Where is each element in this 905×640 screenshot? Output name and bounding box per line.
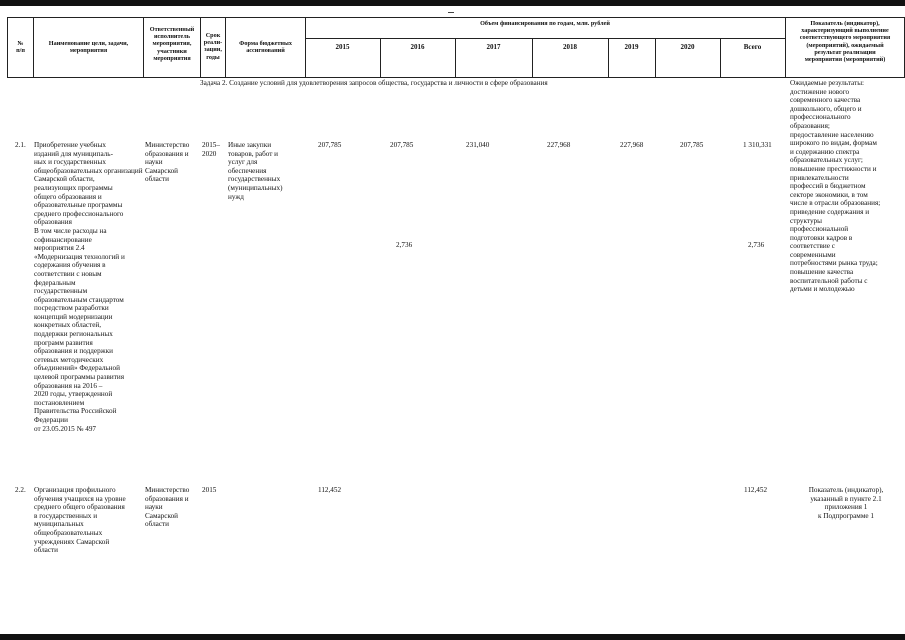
year-2015: 2015: [335, 43, 350, 51]
value-total: 1 310,331: [743, 141, 772, 149]
value-2019: 227,968: [620, 141, 644, 149]
value-2020: 207,785: [680, 141, 704, 149]
header-form: Форма бюджетных ассигнований: [239, 40, 292, 55]
row-number: 2.1.: [15, 141, 26, 149]
sub-value-total: 2,736: [748, 241, 765, 249]
header-financing: Объем финансирования по годам, млн. рублей: [480, 20, 610, 27]
header-num: № п/п: [16, 40, 25, 55]
value-2017: 231,040: [466, 141, 490, 149]
row-indicator: Ожидаемые результаты: достижение нового современного качества дошкольного, общего и профессионального образования; предоставление населению широкого по видам, формам и содержанию спектра образовательных услуг; повышение престижности и привлекательности профессий в бюджетном секторе экономики, в том числе в отрасли образования; приведение содержания и структуры профессиональной подготовки кадров в соответствие с современными потребностями рынка труда; повышение качества воспитательной работы с детьми и молодежью: [790, 79, 881, 294]
year-2019: 2019: [624, 43, 639, 51]
row-name: Организация профильного обучения учащихся на уровне среднего общего образования в государственных и муниципальных общеобразовательных учреждениях Самарской области: [34, 486, 126, 555]
row-name: Приобретение учебных изданий для муниципаль- ных и государственных общеобразовательных организаций Самарской области, реализующих программы общего образования и образовательные программы среднего профессионального образования В том числе расходы на софинансирование мероприятия 2.4 «Модернизация технологий и содержания обучения в соответствии с новым федеральным государственным образовательным стандартом посредством разработки концепций модернизации конкретных областей, поддержки региональных программ развития образования и поддержки сетевых методических объединений» Федеральной целевой программы развития образования на 2016 – 2020 годы, утвержденной постановлением Правительства Российской Федерации от 23.05.2015 № 497: [34, 141, 143, 433]
value-2018: 227,968: [547, 141, 571, 149]
row-term: 2015: [202, 486, 217, 494]
row-responsible: Министерство образования и науки Самарской области: [145, 486, 190, 529]
scan-mark: [448, 12, 454, 13]
row-form: Иные закупки товаров, работ и услуг для обеспечения государственных (муниципальных) нужд: [228, 141, 283, 201]
row-indicator: Показатель (индикатор), указанный в пункте 2.1 приложения 1 к Подпрограмме 1: [808, 486, 884, 520]
year-2016: 2016: [410, 43, 425, 51]
header-responsible: Ответственный исполнитель мероприятия, участники мероприятия: [149, 26, 195, 62]
year-2017: 2017: [486, 43, 501, 51]
row-term: 2015– 2020: [202, 141, 220, 158]
header-name: Наименование цели, задачи, мероприятия: [48, 40, 129, 55]
sub-value-2016: 2,736: [396, 241, 413, 249]
row-responsible: Министерство образования и науки Самарской области: [145, 141, 190, 184]
header-indicator: Показатель (индикатор), характеризующий выполнение соответствующего мероприятия (мероприятий), ожидаемый результат реализации мероприятия (мероприятий): [799, 20, 891, 64]
header-term: Срок реали- зации, годы: [203, 32, 223, 61]
value-2015: 112,452: [318, 486, 342, 494]
year-total: Всего: [743, 43, 762, 51]
bottom-scan-border: [0, 634, 905, 640]
top-scan-border: [0, 0, 905, 6]
year-2018: 2018: [563, 43, 577, 51]
task-heading: Задача 2. Создание условий для удовлетворения запросов общества, государства и личности в сфере образования: [200, 79, 548, 87]
year-2020: 2020: [680, 43, 695, 51]
value-2016: 207,785: [390, 141, 414, 149]
value-2015: 207,785: [318, 141, 342, 149]
row-number: 2.2.: [15, 486, 26, 494]
value-total: 112,452: [744, 486, 768, 494]
